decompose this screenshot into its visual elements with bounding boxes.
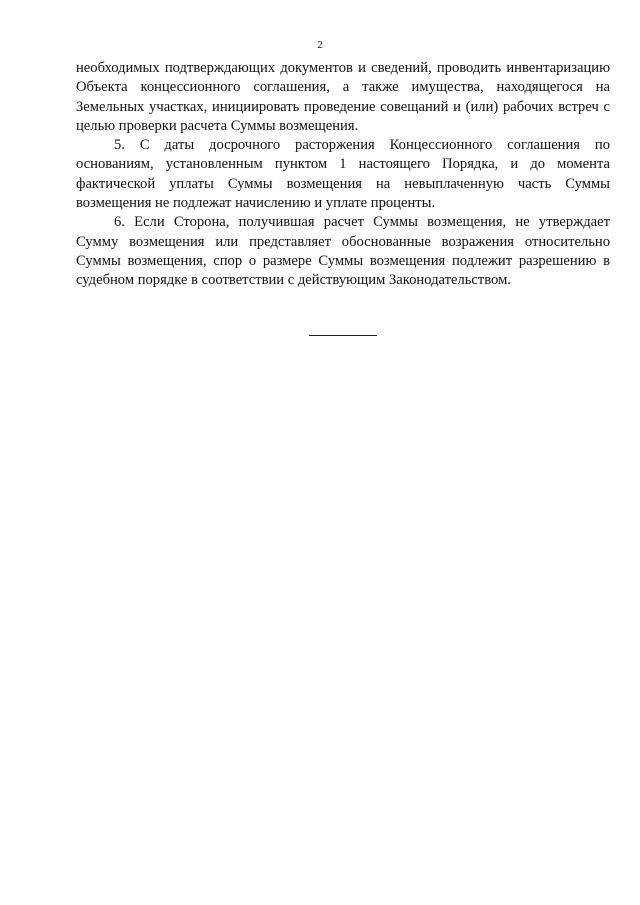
paragraph-continuation: необходимых подтверждающих документов и сведений, проводить инвентаризацию Объекта концессионного соглашения, а также имущества, находящегося на Земельных участках, инициировать проведение совещаний и (или) рабочих встреч с целью проверки расчета Суммы возмещения. [76, 60, 610, 134]
document-body [76, 59, 610, 291]
end-divider-line [309, 335, 377, 336]
paragraph-item-5: 5. С даты досрочного расторжения Концессионного соглашения по основаниям, установленным пунктом 1 настоящего Порядка, и до момента фактической уплаты Суммы возмещения на невыплаченную часть Суммы возмещения не подлежат начислению и уплате проценты. [76, 137, 610, 212]
paragraph-item-6: 6. Если Сторона, получившая расчет Суммы возмещения, не утверждает Сумму возмещения или представляет обоснованные возражения относительно Суммы возмещения, спор о размере Суммы возмещения подлежит разрешению в судебном порядке в соответствии с действующим Законодательством. [76, 214, 610, 289]
page-number: 2 [317, 39, 323, 51]
